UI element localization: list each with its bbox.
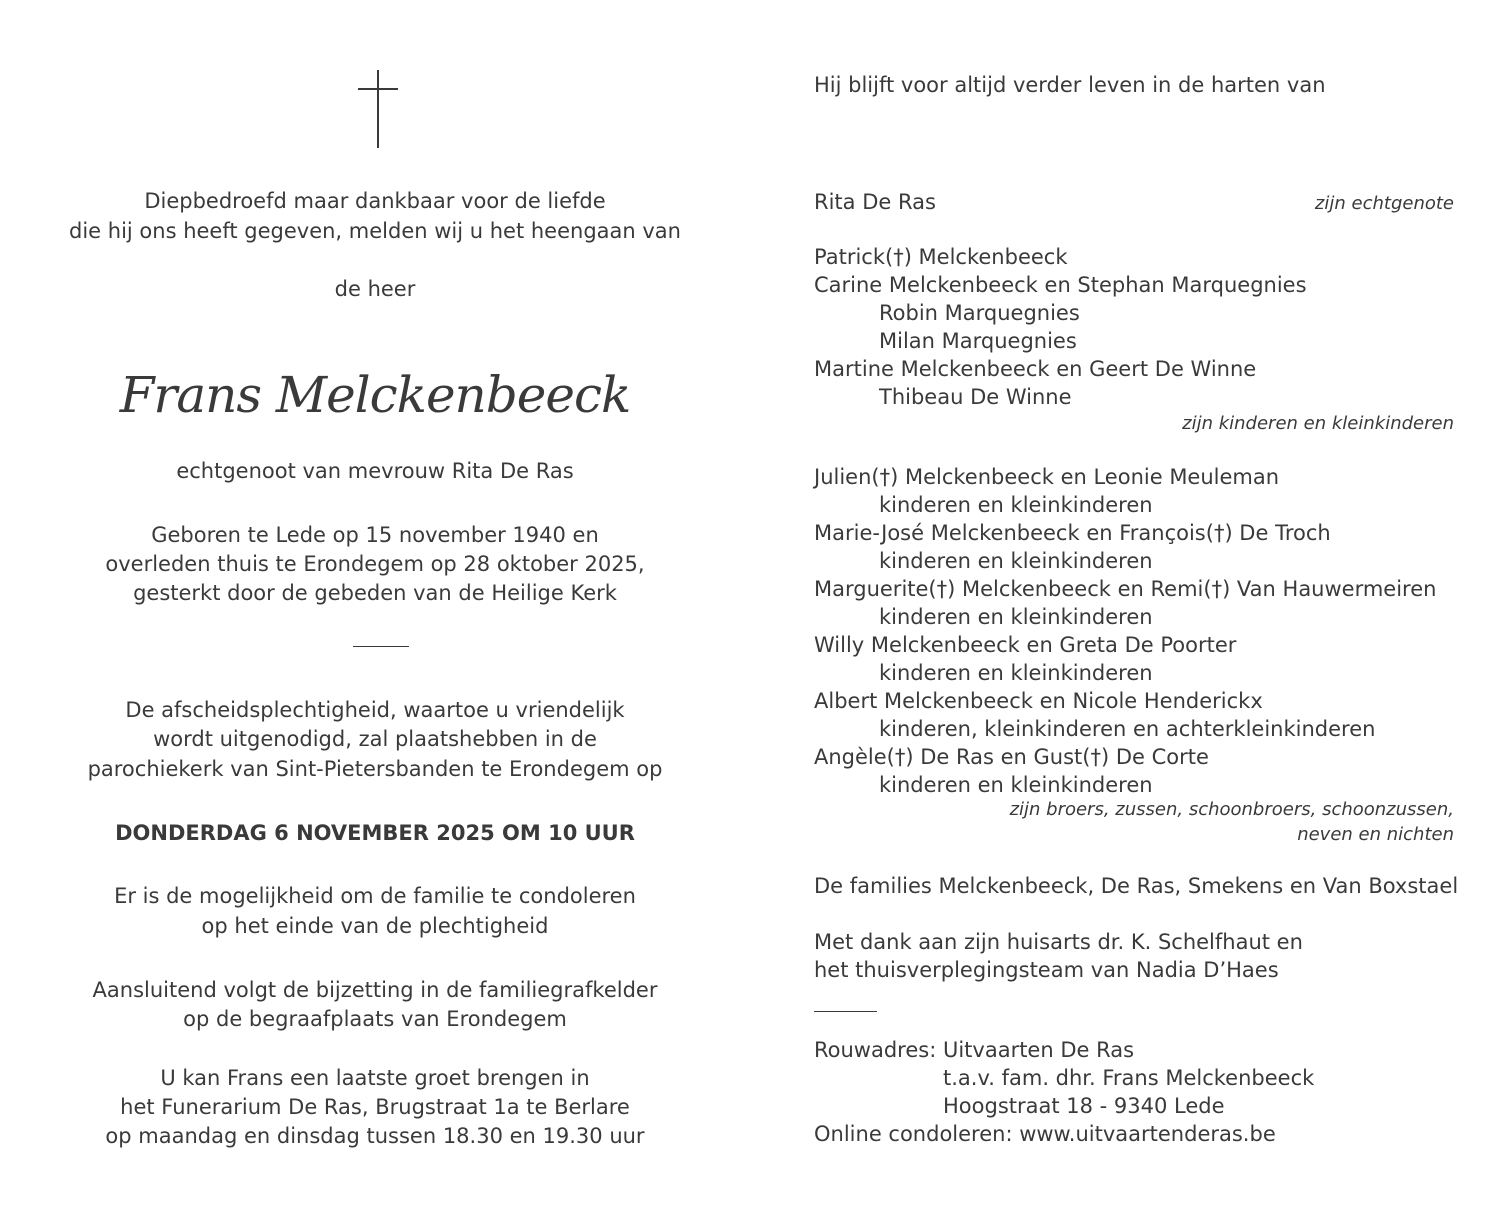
child-2: Carine Melckenbeeck en Stephan Marquegnies bbox=[814, 273, 1307, 297]
condolence-line-1: Er is de mogelijkheid om de familie te condoleren bbox=[114, 884, 636, 908]
sibling-1: Julien(†) Melckenbeeck en Leonie Meuleman bbox=[814, 465, 1280, 489]
spouse-line: echtgenoot van mevrouw Rita De Ras bbox=[176, 459, 574, 483]
cross-icon bbox=[358, 70, 398, 148]
child-1: Patrick(†) Melckenbeeck bbox=[814, 245, 1068, 269]
divider-right bbox=[814, 1011, 877, 1012]
divider bbox=[353, 646, 409, 647]
children-role: zijn kinderen en kleinkinderen bbox=[1182, 413, 1454, 434]
address-line-2: t.a.v. fam. dhr. Frans Melckenbeeck bbox=[943, 1066, 1315, 1090]
sibling-4-family: kinderen en kleinkinderen bbox=[879, 661, 1153, 685]
sibling-3: Marguerite(†) Melckenbeeck en Remi(†) Van Hauwermeiren bbox=[814, 577, 1437, 601]
ceremony-line-2: wordt uitgenodigd, zal plaatshebben in de bbox=[153, 727, 597, 751]
intro-line-2: die hij ons heeft gegeven, melden wij u het heengaan van bbox=[69, 219, 681, 243]
address-line-3: Hoogstraat 18 - 9340 Lede bbox=[943, 1094, 1225, 1118]
birth-line-3: gesterkt door de gebeden van de Heilige Kerk bbox=[133, 581, 617, 605]
sibling-5-family: kinderen, kleinkinderen en achterkleinkinderen bbox=[879, 717, 1376, 741]
sibling-3-family: kinderen en kleinkinderen bbox=[879, 605, 1153, 629]
ceremony-line-1: De afscheidsplechtigheid, waartoe u vriendelijk bbox=[125, 698, 625, 722]
online-condolence-link[interactable]: Online condoleren: www.uitvaartenderas.be bbox=[814, 1122, 1276, 1146]
sibling-6: Angèle(†) De Ras en Gust(†) De Corte bbox=[814, 745, 1209, 769]
sibling-4: Willy Melckenbeeck en Greta De Poorter bbox=[814, 633, 1237, 657]
title-line: de heer bbox=[334, 277, 416, 301]
address-label: Rouwadres: Uitvaarten De Ras bbox=[814, 1038, 1135, 1062]
sibling-2: Marie-José Melckenbeeck en François(†) De Troch bbox=[814, 521, 1331, 545]
sibling-2-family: kinderen en kleinkinderen bbox=[879, 549, 1153, 573]
ceremony-date: DONDERDAG 6 NOVEMBER 2025 OM 10 UUR bbox=[115, 821, 635, 845]
thanks-line-2: het thuisverplegingsteam van Nadia D’Haes bbox=[814, 958, 1279, 982]
sibling-5: Albert Melckenbeeck en Nicole Henderickx bbox=[814, 689, 1263, 713]
birth-line-2: overleden thuis te Erondegem op 28 oktober 2025, bbox=[105, 552, 645, 576]
families-line: De families Melckenbeeck, De Ras, Smekens en Van Boxstael bbox=[814, 874, 1459, 898]
siblings-role-1: zijn broers, zussen, schoonbroers, schoonzussen, bbox=[1009, 799, 1454, 820]
thanks-line-1: Met dank aan zijn huisarts dr. K. Schelfhaut en bbox=[814, 930, 1303, 954]
grandchild-3: Thibeau De Winne bbox=[879, 385, 1072, 409]
siblings-role-2: neven en nichten bbox=[1297, 824, 1454, 845]
burial-line-2: op de begraafplaats van Erondegem bbox=[183, 1007, 567, 1031]
child-3: Martine Melckenbeeck en Geert De Winne bbox=[814, 357, 1257, 381]
birth-line-1: Geboren te Lede op 15 november 1940 en bbox=[151, 523, 599, 547]
spouse-role: zijn echtgenote bbox=[1314, 193, 1454, 214]
ceremony-line-3: parochiekerk van Sint-Pietersbanden te Erondegem op bbox=[87, 757, 663, 781]
family-heading: Hij blijft voor altijd verder leven in de harten van bbox=[814, 73, 1326, 97]
intro-line-1: Diepbedroefd maar dankbaar voor de liefde bbox=[144, 189, 606, 213]
grandchild-2: Milan Marquegnies bbox=[879, 329, 1077, 353]
visit-line-3: op maandag en dinsdag tussen 18.30 en 19.30 uur bbox=[105, 1124, 645, 1148]
sibling-6-family: kinderen en kleinkinderen bbox=[879, 773, 1153, 797]
burial-line-1: Aansluitend volgt de bijzetting in de familiegrafkelder bbox=[92, 978, 658, 1002]
sibling-1-family: kinderen en kleinkinderen bbox=[879, 493, 1153, 517]
visit-line-2: het Funerarium De Ras, Brugstraat 1a te Berlare bbox=[120, 1095, 630, 1119]
grandchild-1: Robin Marquegnies bbox=[879, 301, 1080, 325]
spouse-name: Rita De Ras bbox=[814, 190, 936, 214]
condolence-line-2: op het einde van de plechtigheid bbox=[201, 914, 549, 938]
visit-line-1: U kan Frans een laatste groet brengen in bbox=[160, 1066, 590, 1090]
deceased-name: Frans Melckenbeeck bbox=[119, 366, 631, 424]
